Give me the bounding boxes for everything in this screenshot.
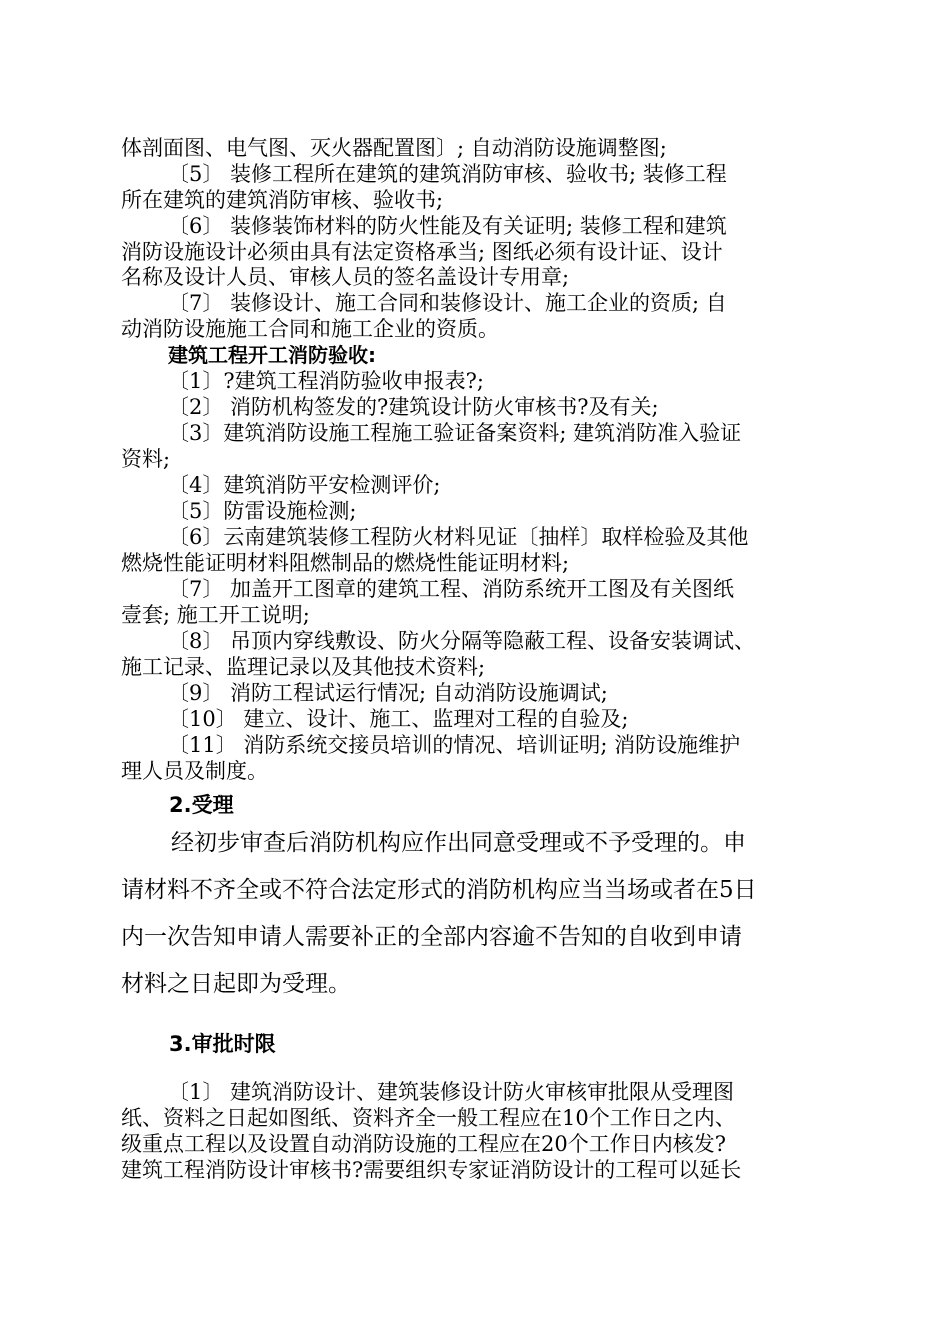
list-item: 〔1〕?建筑工程消防验收申报表?; — [168, 369, 484, 393]
list-item: 〔8〕 吊顶内穿线敷设、防火分隔等隐蔽工程、设备安装调试、 — [168, 629, 756, 653]
list-item: 〔5〕防雷设施检测; — [168, 499, 357, 523]
list-item: 〔11〕 消防系统交接员培训的情况、培训证明; 消防设施维护 — [168, 733, 741, 757]
paragraph-line: 消防设施设计必须由具有法定资格承当; 图纸必须有设计证、设计 — [121, 240, 723, 264]
paragraph-line: 〔6〕 装修装饰材料的防火性能及有关证明; 装修工程和建筑 — [168, 214, 727, 238]
list-item: 燃烧性能证明材料阻燃制品的燃烧性能证明材料; — [121, 551, 570, 575]
list-item: 理人员及制度。 — [121, 759, 268, 783]
paragraph-line: 〔1〕 建筑消防设计、建筑装修设计防火审核审批限从受理图 — [168, 1080, 735, 1104]
paragraph-line: 名称及设计人员、审核人员的签名盖设计专用章; — [121, 265, 570, 289]
list-item: 施工记录、监理记录以及其他技术资料; — [121, 655, 486, 679]
list-item: 〔7〕 加盖开工图章的建筑工程、消防系统开工图及有关图纸 — [168, 577, 735, 601]
section-heading: 2.受理 — [169, 793, 234, 817]
list-item: 壹套; 施工开工说明; — [121, 603, 310, 627]
paragraph-line: 动消防设施施工合同和施工企业的资质。 — [121, 317, 499, 341]
paragraph-line: 请材料不齐全或不符合法定形式的消防机构应当当场或者在5日 — [121, 877, 757, 903]
paragraph-line: 材料之日起即为受理。 — [121, 971, 351, 997]
paragraph-line: 级重点工程以及设置自动消防设施的工程应在20个工作日内核发? — [121, 1132, 726, 1156]
section-title: 建筑工程开工消防验收: — [168, 343, 376, 367]
paragraph-line: 纸、资料之日起如图纸、资料齐全一般工程应在10个工作日之内、 — [121, 1106, 736, 1130]
list-item: 〔3〕建筑消防设施工程施工验证备案资料; 建筑消防准入验证 — [168, 421, 742, 445]
paragraph-line: 建筑工程消防设计审核书?需要组织专家证消防设计的工程可以延长 — [121, 1158, 742, 1182]
section-heading: 3.审批时限 — [169, 1032, 276, 1056]
paragraph-line: 内一次告知申请人需要补正的全部内容逾不告知的自收到申请 — [121, 924, 742, 950]
paragraph-line: 〔7〕 装修设计、施工合同和装修设计、施工企业的资质; 自 — [168, 291, 727, 315]
list-item: 资料; — [121, 447, 171, 471]
list-item: 〔9〕 消防工程试运行情况; 自动消防设施调试; — [168, 681, 608, 705]
list-item: 〔10〕 建立、设计、施工、监理对工程的自验及; — [168, 707, 629, 731]
paragraph-line: 〔5〕 装修工程所在建筑的建筑消防审核、验收书; 装修工程 — [168, 162, 727, 186]
list-item: 〔4〕建筑消防平安检测评价; — [168, 473, 441, 497]
paragraph-line: 经初步审查后消防机构应作出同意受理或不予受理的。申 — [171, 830, 746, 856]
list-item: 〔2〕 消防机构签发的?建筑设计防火审核书?及有关; — [168, 395, 659, 419]
list-item: 〔6〕云南建筑装修工程防火材料见证〔抽样〕取样检验及其他 — [168, 525, 749, 549]
paragraph-line: 体剖面图、电气图、灭火器配置图〕; 自动消防设施调整图; — [121, 136, 667, 160]
paragraph-line: 所在建筑的建筑消防审核、验收书; — [121, 188, 444, 212]
